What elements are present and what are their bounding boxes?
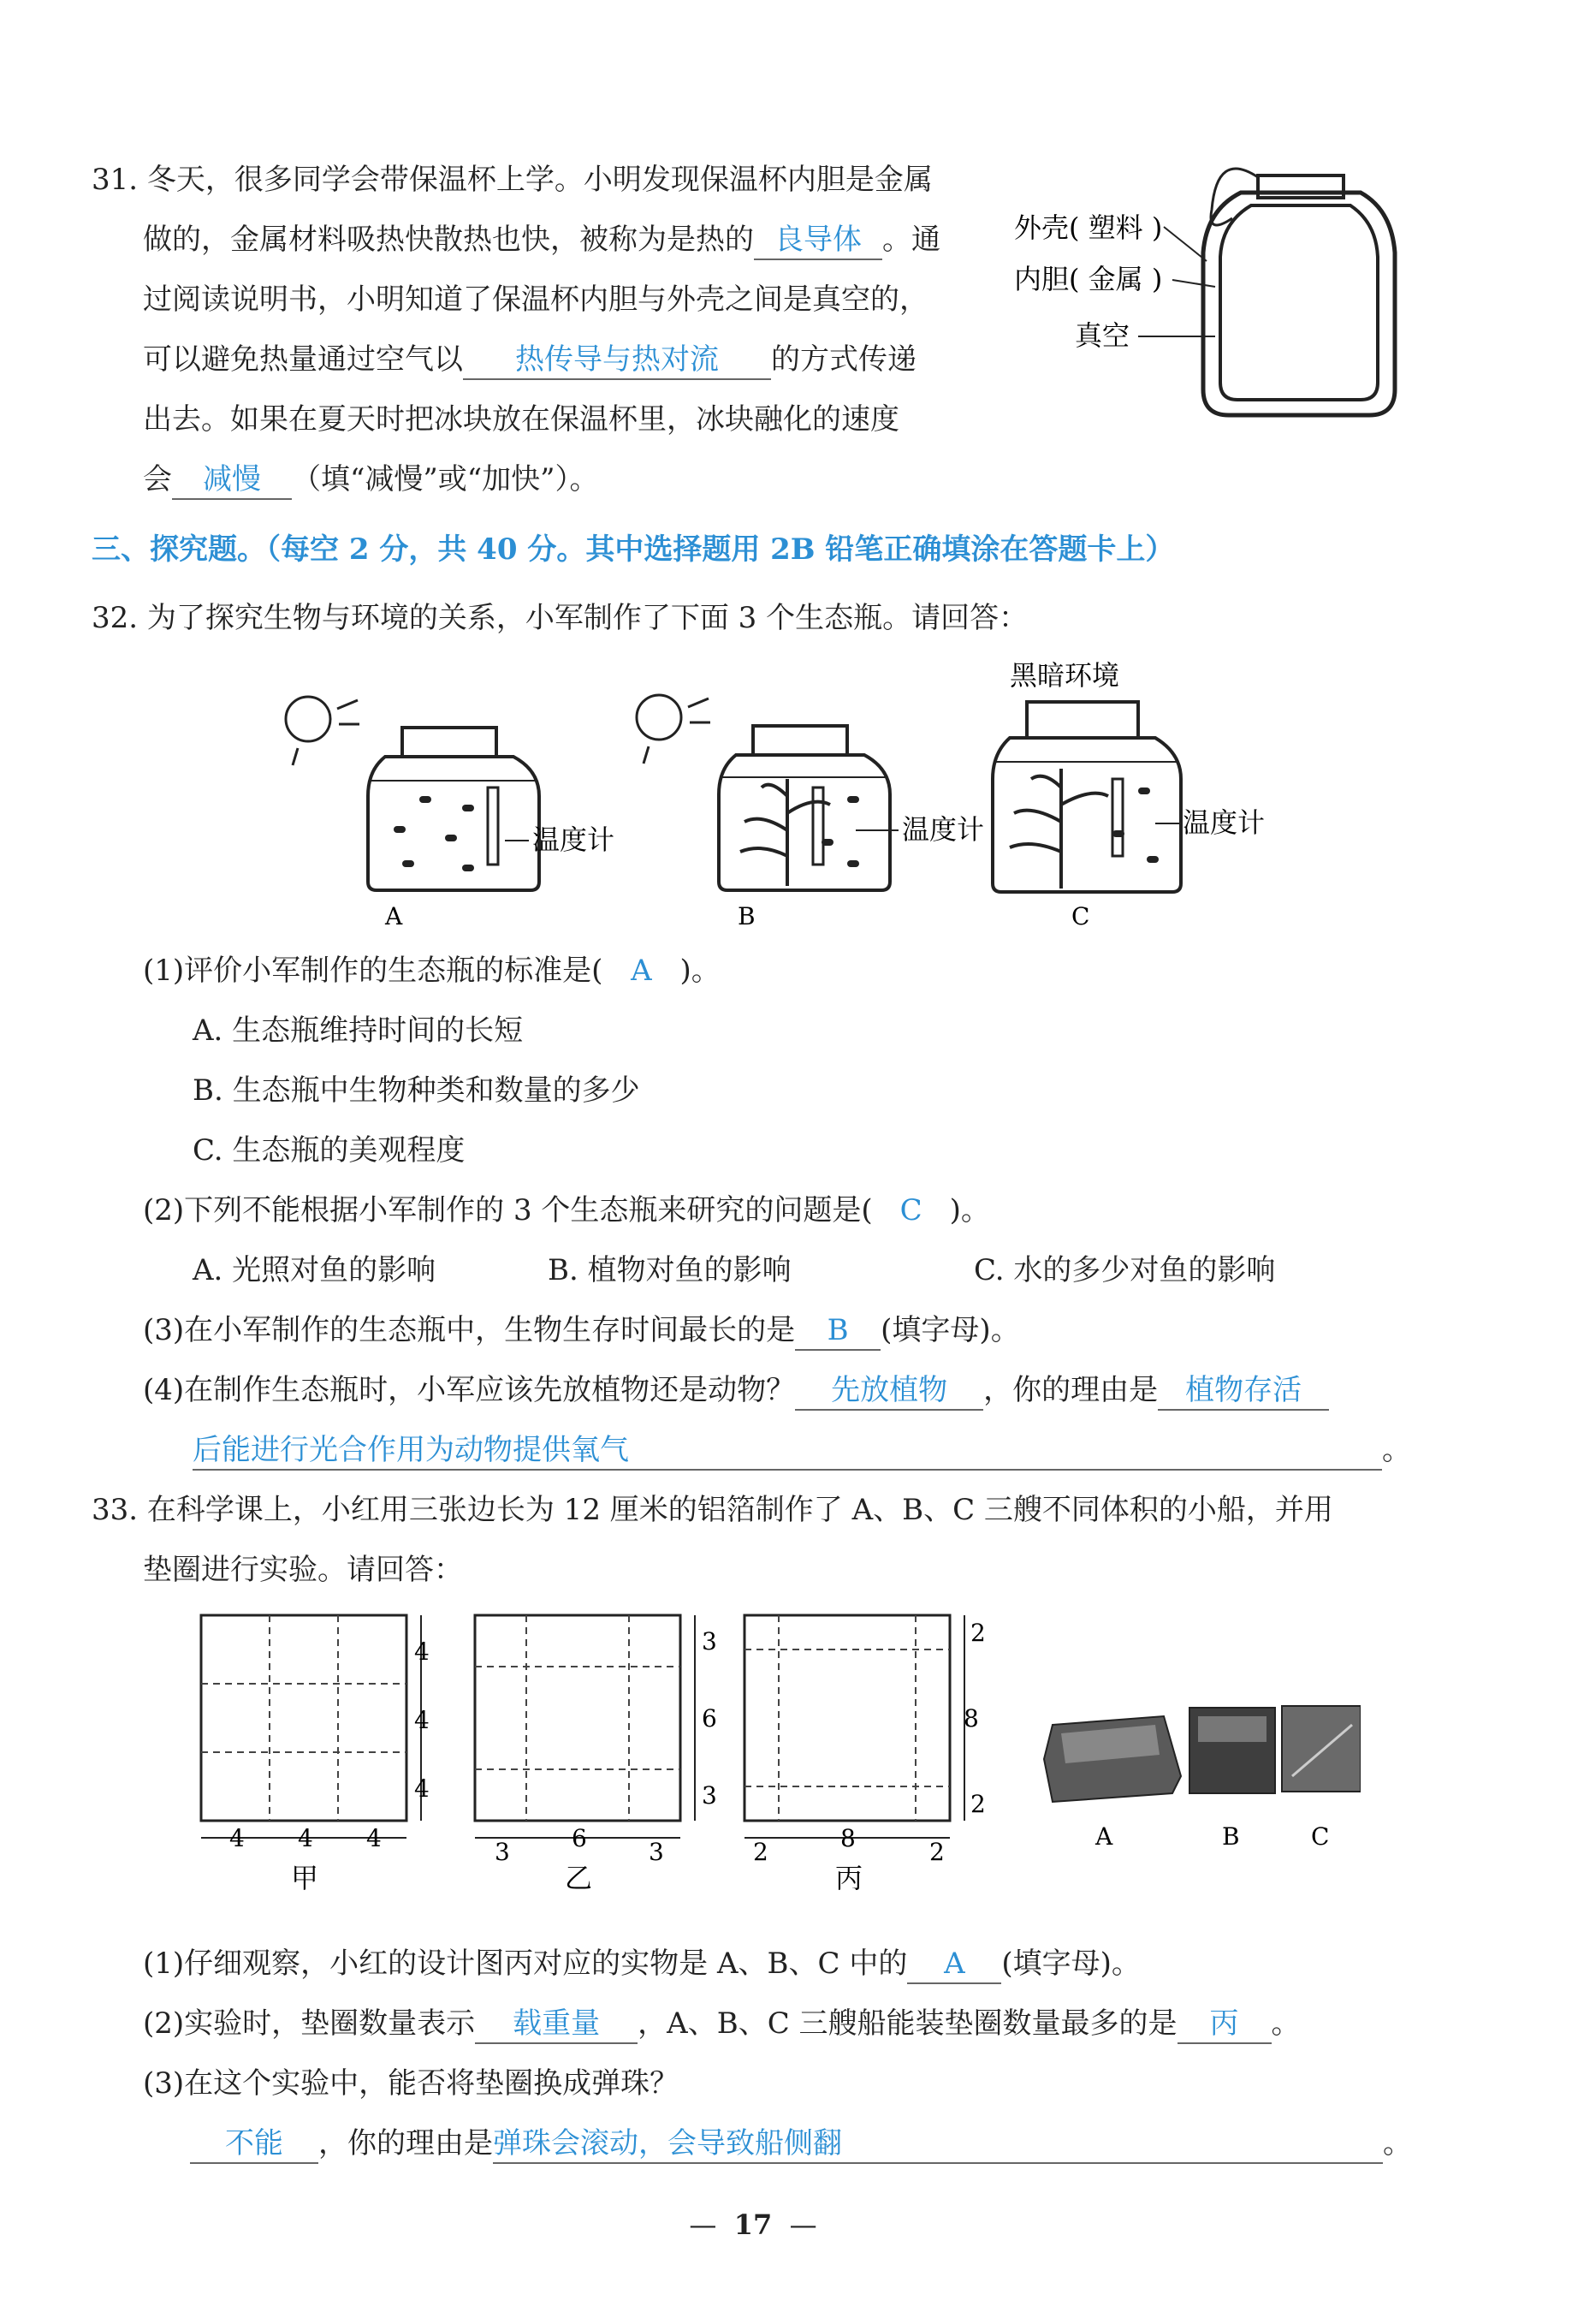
svg-text:4: 4 bbox=[229, 1824, 245, 1852]
q33-part3-answer2: 弹珠会滚动，会导致船侧翻 bbox=[493, 2125, 1383, 2164]
svg-text:2: 2 bbox=[970, 1619, 986, 1647]
q32-part2-close: )。 bbox=[949, 1193, 990, 1227]
page-number-value: 17 bbox=[733, 2208, 773, 2241]
boat-c-label: C bbox=[1311, 1822, 1330, 1851]
svg-text:4: 4 bbox=[298, 1824, 313, 1852]
q31-line5: 出去。如果在夏天时把冰块放在保温杯里，冰块融化的速度 bbox=[143, 402, 899, 437]
ecobottle-figure bbox=[257, 659, 1335, 933]
q32-part4-reason-label: ，你的理由是 bbox=[983, 1373, 1159, 1407]
q32-part2-option-a: A. 光照对鱼的影响 bbox=[193, 1253, 436, 1287]
thermos-vacuum-label: 真空 bbox=[1075, 319, 1130, 352]
q33-part2-mid: ，A、B、C 三艘船能装垫圈数量最多的是 bbox=[638, 2006, 1178, 2041]
bottle-b bbox=[637, 695, 984, 930]
q32-part4 bbox=[143, 1371, 1329, 1411]
design-yi-label: 乙 bbox=[565, 1862, 593, 1894]
q31-line3: 过阅读说明书，小明知道了保温杯内胆与外壳之间是真空的， bbox=[143, 282, 928, 317]
q33-part2-answer2: 丙 bbox=[1178, 2005, 1272, 2044]
design-jia-label: 甲 bbox=[291, 1862, 319, 1894]
svg-text:4: 4 bbox=[414, 1774, 430, 1803]
q32-part2-option-c: C. 水的多少对鱼的影响 bbox=[974, 1253, 1276, 1287]
q33-part1 bbox=[143, 1945, 1141, 1984]
q31-line2b: 。通 bbox=[882, 223, 940, 257]
q33-part3: (3)在这个实验中，能否将垫圈换成弹珠？ bbox=[143, 2066, 679, 2101]
q33-part2-text: (2)实验时，垫圈数量表示 bbox=[143, 2006, 476, 2041]
q33-part1-answer: A bbox=[907, 1945, 1001, 1984]
q32-part2-option-b: B. 植物对鱼的影响 bbox=[548, 1253, 792, 1287]
boat-design-figure bbox=[188, 1605, 1361, 1896]
q32-option-b: B. 生态瓶中生物种类和数量的多少 bbox=[193, 1073, 640, 1108]
q32-part1-answer: A bbox=[631, 954, 652, 988]
q32-part4-end: 。 bbox=[1382, 1433, 1411, 1467]
q33-line1: 33. 在科学课上，小红用三张边长为 12 厘米的铝箔制作了 A、B、C 三艘不同体积的小船，并用 bbox=[92, 1493, 1333, 1527]
q32-part1 bbox=[143, 952, 721, 990]
svg-text:4: 4 bbox=[366, 1824, 382, 1852]
sun-icon bbox=[637, 695, 681, 740]
q32-option-c: C. 生态瓶的美观程度 bbox=[193, 1133, 466, 1168]
bottle-c-label: C bbox=[1071, 902, 1090, 930]
q33-part3-answer-line bbox=[190, 2125, 1412, 2164]
q31-line6a: 会 bbox=[143, 462, 172, 496]
svg-text:4: 4 bbox=[414, 1637, 430, 1666]
thermos-outer-label: 外壳( 塑料 ) bbox=[1014, 211, 1163, 244]
thermos-inner-label: 内胆( 金属 ) bbox=[1014, 263, 1163, 295]
q32-part4-text: (4)在制作生态瓶时，小军应该先放植物还是动物？ bbox=[143, 1373, 796, 1407]
bottle-a-label: A bbox=[385, 902, 403, 930]
design-jia bbox=[201, 1615, 430, 1894]
q32-part4-reason-1: 植物存活 bbox=[1158, 1371, 1329, 1411]
q32-part3 bbox=[143, 1311, 1020, 1351]
q31-answer2: 热传导与热对流 bbox=[463, 341, 771, 380]
svg-text:8: 8 bbox=[840, 1824, 856, 1852]
svg-text:6: 6 bbox=[702, 1704, 717, 1733]
section3-title: 三、探究题。（每空 2 分，共 40 分。其中选择题用 2B 铅笔正确填涂在答题卡上） bbox=[92, 532, 1175, 567]
q31-answer1: 良导体 bbox=[754, 221, 882, 260]
q32-part3-answer: B bbox=[795, 1311, 881, 1351]
q31-line4b: 的方式传递 bbox=[771, 342, 917, 377]
svg-text:3: 3 bbox=[702, 1627, 717, 1655]
svg-text:4: 4 bbox=[414, 1706, 430, 1734]
q31-line4a: 可以避免热量通过空气以 bbox=[143, 342, 463, 377]
bottle-a bbox=[286, 697, 614, 930]
bottle-c bbox=[993, 659, 1265, 930]
svg-text:2: 2 bbox=[970, 1790, 986, 1818]
dark-environment-label: 黑暗环境 bbox=[1010, 659, 1120, 692]
svg-text:3: 3 bbox=[495, 1838, 510, 1866]
q32-part4-line2 bbox=[193, 1431, 1411, 1471]
boat-a-label: A bbox=[1095, 1822, 1113, 1851]
svg-text:2: 2 bbox=[753, 1838, 768, 1866]
sun-icon bbox=[286, 697, 330, 741]
q32-part3-text: (3)在小军制作的生态瓶中，生物生存时间最长的是 bbox=[143, 1313, 796, 1347]
q31-line2 bbox=[143, 221, 940, 260]
q31-line6 bbox=[143, 461, 599, 500]
q32-part1-text: (1)评价小军制作的生态瓶的标准是( bbox=[143, 954, 603, 988]
q32-part4-reason-2: 后能进行光合作用为动物提供氧气 bbox=[193, 1431, 1382, 1471]
svg-text:3: 3 bbox=[702, 1781, 717, 1810]
q33-part2 bbox=[143, 2005, 1301, 2044]
design-yi bbox=[475, 1615, 717, 1894]
q31-line6b: （填“减慢”或“加快”）。 bbox=[292, 462, 599, 496]
boat-b-label: B bbox=[1222, 1822, 1240, 1851]
bottle-b-thermometer-label: 温度计 bbox=[902, 813, 985, 846]
q33-part3-answer1: 不能 bbox=[190, 2125, 318, 2164]
page-number: — 17 — bbox=[689, 2208, 817, 2241]
q32-part3-hint: (填字母)。 bbox=[881, 1313, 1020, 1347]
q33-part3-end: 。 bbox=[1383, 2126, 1412, 2161]
q33-part3-reason-label: ，你的理由是 bbox=[318, 2126, 493, 2161]
q31-answer3: 减慢 bbox=[172, 461, 292, 500]
design-bing-label: 丙 bbox=[835, 1862, 863, 1894]
q31-line4 bbox=[143, 341, 917, 380]
q33-line2: 垫圈进行实验。请回答： bbox=[143, 1553, 463, 1587]
bottle-b-label: B bbox=[738, 902, 756, 930]
svg-text:6: 6 bbox=[572, 1824, 587, 1852]
q33-part1-hint: (填字母)。 bbox=[1001, 1947, 1141, 1981]
q32-option-a: A. 生态瓶维持时间的长短 bbox=[193, 1013, 524, 1048]
q33-part2-end: 。 bbox=[1271, 2006, 1301, 2041]
svg-text:2: 2 bbox=[929, 1838, 945, 1866]
svg-text:8: 8 bbox=[964, 1704, 979, 1733]
bottle-c-thermometer-label: 温度计 bbox=[1183, 806, 1266, 839]
q33-part2-answer1: 载重量 bbox=[475, 2005, 638, 2044]
q32-part4-answer: 先放植物 bbox=[795, 1371, 983, 1411]
svg-text:3: 3 bbox=[649, 1838, 664, 1866]
q32-part2-answer: C bbox=[899, 1193, 922, 1227]
q33-part1-text: (1)仔细观察，小红的设计图丙对应的实物是 A、B、C 中的 bbox=[143, 1947, 908, 1981]
boats-photo bbox=[1044, 1706, 1361, 1851]
thermos-figure bbox=[1001, 158, 1421, 432]
q32-part2-text: (2)下列不能根据小军制作的 3 个生态瓶来研究的问题是( bbox=[143, 1193, 873, 1227]
q31-line2a: 做的，金属材料吸热快散热也快，被称为是热的 bbox=[143, 223, 754, 257]
q32-part2 bbox=[143, 1192, 990, 1229]
bottle-a-thermometer-label: 温度计 bbox=[532, 823, 615, 856]
q31-line1: 31. 冬天，很多同学会带保温杯上学。小明发现保温杯内胆是金属 bbox=[92, 163, 933, 197]
design-bing bbox=[744, 1615, 986, 1894]
q32-part1-close: )。 bbox=[679, 954, 721, 988]
q32-stem: 32. 为了探究生物与环境的关系，小军制作了下面 3 个生态瓶。请回答： bbox=[92, 601, 1029, 635]
